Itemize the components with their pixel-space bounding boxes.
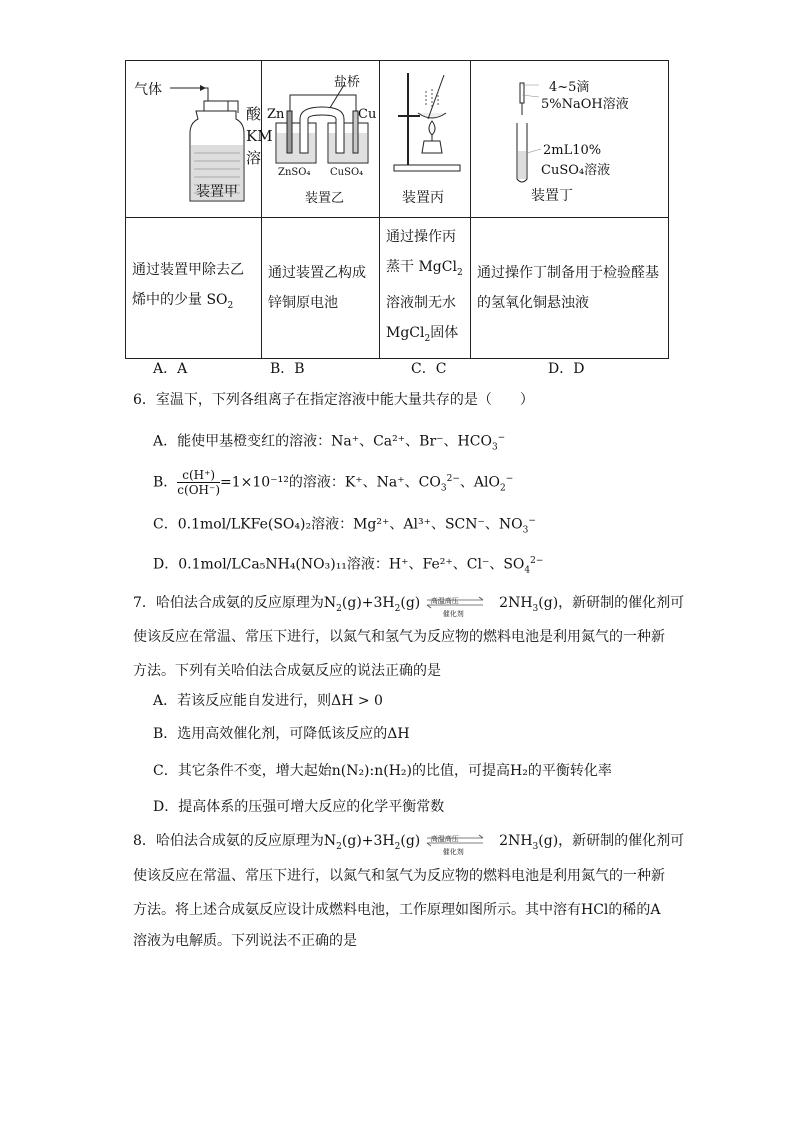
caption-ding: 装置丁 bbox=[531, 188, 573, 204]
q7-option-b[interactable]: B．选用高效催化剂，可降低该反应的ΔH bbox=[153, 726, 410, 742]
q7-stem-line3: 方法。下列有关哈伯法合成氨反应的说法正确的是 bbox=[133, 663, 441, 679]
q7-stem-line1: 7．哈伯法合成氨的反应原理为$N_2(g)+3H_2(g)$ 高温高压 催化剂 $2NH_3(g)$，新研制的催化剂可 bbox=[133, 595, 685, 618]
cuso4-label: CuSO₄ bbox=[330, 167, 364, 178]
cuso4-solution-label: CuSO₄溶液 bbox=[541, 163, 611, 178]
q5-option-b[interactable]: B．B bbox=[270, 361, 305, 377]
q8-stem-line4: 溶液为电解质。下列说法不正确的是 bbox=[133, 933, 357, 949]
volume-label: 2mL10% bbox=[543, 143, 602, 158]
znso4-label: ZnSO₄ bbox=[278, 167, 311, 178]
apparatus-cell-ding bbox=[471, 61, 669, 218]
q7-option-a[interactable]: A．若该反应能自发进行，则ΔH > 0 bbox=[153, 693, 383, 709]
q8-stem-line2: 使该反应在常温、常压下进行，以氮气和氢气为反应物的燃料电池是利用氮气的一种新 bbox=[133, 868, 665, 884]
caption-jia: 装置甲 bbox=[196, 184, 238, 200]
apparatus-cell-jia bbox=[126, 61, 273, 218]
q8-stem-line1: 8．哈伯法合成氨的反应原理为$N_2(g)+3H_2(g)$ 高温高压 催化剂 $2NH_3(g)$，新研制的催化剂可 bbox=[133, 833, 685, 856]
description-jia: 通过装置甲除去乙 烯中的少量 $SO_2$ bbox=[126, 218, 262, 359]
caption-yi: 装置乙 bbox=[305, 191, 345, 206]
q6-option-b[interactable]: B． $\frac{c(H^+)}{c(OH^-)}$ =1×10⁻¹²的溶液：K⁺、Na⁺、$CO_3^{2-}$、AlO$_2$− bbox=[153, 468, 514, 498]
gas-label: 气体 bbox=[134, 82, 162, 98]
cu-electrode-label: Cu bbox=[358, 107, 377, 122]
reagent-side-label: 酸 KM 溶 bbox=[246, 105, 273, 167]
q6-stem: 6．室温下，下列各组离子在指定溶液中能大量共存的是（ ） bbox=[133, 392, 534, 408]
q6-option-a[interactable]: A．能使甲基橙变红的溶液：Na⁺、Ca²⁺、Br⁻、$HCO_3^-$ bbox=[153, 433, 506, 453]
drops-label: 4~5滴 bbox=[549, 80, 590, 95]
apparatus-cell-yi bbox=[262, 61, 380, 218]
naoh-label: 5%NaOH溶液 bbox=[541, 97, 629, 112]
q8-stem-line3: 方法。将上述合成氨反应设计成燃料电池，工作原理如图所示。其中溶有HCl的稀的A bbox=[133, 902, 661, 918]
zn-electrode-label: Zn bbox=[267, 107, 285, 122]
caption-bing: 装置丙 bbox=[402, 190, 444, 206]
q7-option-c[interactable]: C．其它条件不变，增大起始n(N₂):n(H₂)的比值，可提高H₂的平衡转化率 bbox=[153, 763, 612, 779]
q5-option-d[interactable]: D．D bbox=[548, 361, 585, 377]
equilibrium-arrow: 高温高压 催化剂 bbox=[425, 831, 495, 851]
q7-option-d[interactable]: D．提高体系的压强可增大反应的化学平衡常数 bbox=[153, 799, 445, 815]
q7-stem-line2: 使该反应在常温、常压下进行，以氮气和氢气为反应物的燃料电池是利用氮气的一种新 bbox=[133, 629, 665, 645]
q6-option-d[interactable]: D．0.1mol/LCa₅NH₄(NO₃)₁₁溶液：H⁺、Fe²⁺、Cl⁻、$SO_4^{2-}$ bbox=[153, 556, 544, 576]
apparatus-cell-bing bbox=[380, 61, 471, 218]
q5-option-c[interactable]: C．C bbox=[411, 361, 447, 377]
apparatus-table bbox=[125, 60, 669, 359]
description-yi: 通过装置乙构成 锌铜原电池 bbox=[262, 218, 380, 359]
ratio-fraction: $\frac{c(H^+)}{c(OH^-)}$ bbox=[177, 468, 221, 498]
q6-option-c[interactable]: C．0.1mol/LKFe(SO₄)₂溶液：Mg²⁺、Al³⁺、SCN⁻、$NO_3^-$ bbox=[153, 516, 536, 536]
salt-bridge-label: 盐桥 bbox=[334, 75, 361, 90]
equilibrium-arrow: 高温高压 催化剂 bbox=[425, 593, 495, 613]
description-bing: 通过操作丙 蒸干 MgCl$_2$ 溶液制无水 MgCl$_2$固体 bbox=[380, 218, 471, 359]
q5-option-a[interactable]: A．A bbox=[153, 361, 188, 377]
description-ding: 通过操作丁制备用于检验醛基 的氢氧化铜悬浊液 bbox=[471, 218, 669, 359]
